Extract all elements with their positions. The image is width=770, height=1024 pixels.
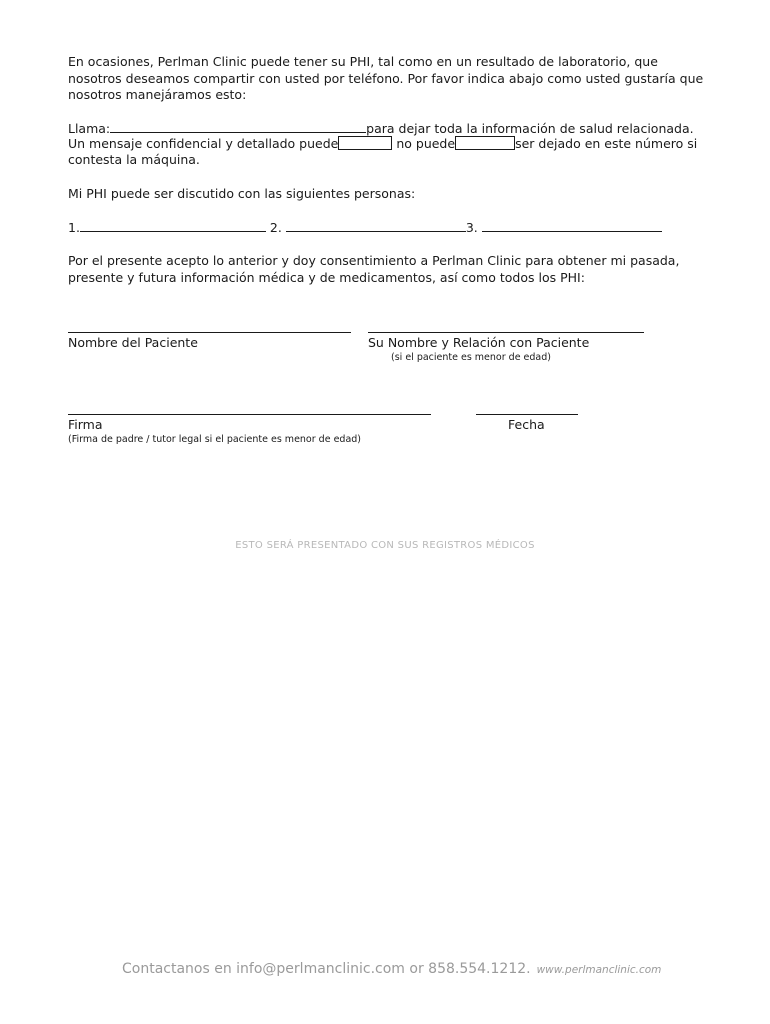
- person-2-field[interactable]: [286, 219, 466, 232]
- cannot-leave-checkbox[interactable]: [455, 136, 515, 150]
- intro-line-3: nosotros manejáramos esto:: [68, 87, 247, 102]
- date-line[interactable]: [476, 414, 578, 415]
- persons-heading: Mi PHI puede ser discutido con las siguientes personas:: [68, 186, 416, 201]
- footer-contact: Contactanos en info@perlmanclinic.com or 858.554.1212.: [122, 961, 531, 977]
- intro-line-1: En ocasiones, Perlman Clinic puede tener su PHI, tal como en un resultado de laboratorio, que: [68, 54, 658, 69]
- consent-line-2: presente y futura información médica y de medicamentos, así como todos los PHI:: [68, 269, 585, 285]
- your-name-note: (si el paciente es menor de edad): [391, 352, 551, 363]
- date-label: Fecha: [508, 417, 545, 432]
- your-name-label: Su Nombre y Relación con Paciente: [368, 335, 590, 350]
- phone-number-blank[interactable]: [110, 120, 366, 133]
- call-label: Llama:: [68, 121, 111, 136]
- message-middle: no puede: [396, 136, 456, 151]
- consent-paragraph: [68, 253, 708, 286]
- message-prefix: Un mensaje confidencial y detallado puede: [68, 136, 339, 151]
- call-suffix: para dejar toda la información de salud relacionada.: [366, 121, 694, 136]
- footer: [122, 960, 661, 979]
- your-name-line[interactable]: [368, 332, 644, 333]
- footer-website[interactable]: www.perlmanclinic.com: [536, 964, 662, 976]
- signature-line[interactable]: [68, 414, 431, 415]
- call-row: [68, 120, 694, 138]
- intro-paragraph: [68, 54, 708, 104]
- message-row: [68, 136, 697, 153]
- signature-note: (Firma de padre / tutor legal si el paciente es menor de edad): [68, 434, 361, 445]
- message-row-2: [68, 152, 200, 169]
- message-line-2: contesta la máquina.: [68, 152, 200, 167]
- intro-line-2: nosotros deseamos compartir con usted por teléfono. Por favor indica abajo como usted gustaría que: [68, 70, 704, 86]
- records-notice: ESTO SERÁ PRESENTADO CON SUS REGISTROS MÉDICOS: [235, 540, 535, 551]
- signature-label: Firma: [68, 417, 103, 432]
- person-3-field[interactable]: [482, 219, 662, 232]
- can-leave-checkbox[interactable]: [338, 136, 392, 150]
- persons-row: [68, 219, 662, 237]
- person-3-number: 3.: [465, 220, 478, 235]
- message-suffix: ser dejado en este número si: [515, 136, 698, 151]
- patient-name-label: Nombre del Paciente: [68, 335, 198, 350]
- patient-name-line[interactable]: [68, 332, 351, 333]
- person-1-field[interactable]: [80, 219, 266, 232]
- person-2-number: 2.: [269, 220, 282, 235]
- consent-line-1: Por el presente acepto lo anterior y doy consentimiento a Perlman Clinic para obtener mi pasada,: [68, 253, 680, 268]
- person-1-number: 1.: [68, 220, 80, 235]
